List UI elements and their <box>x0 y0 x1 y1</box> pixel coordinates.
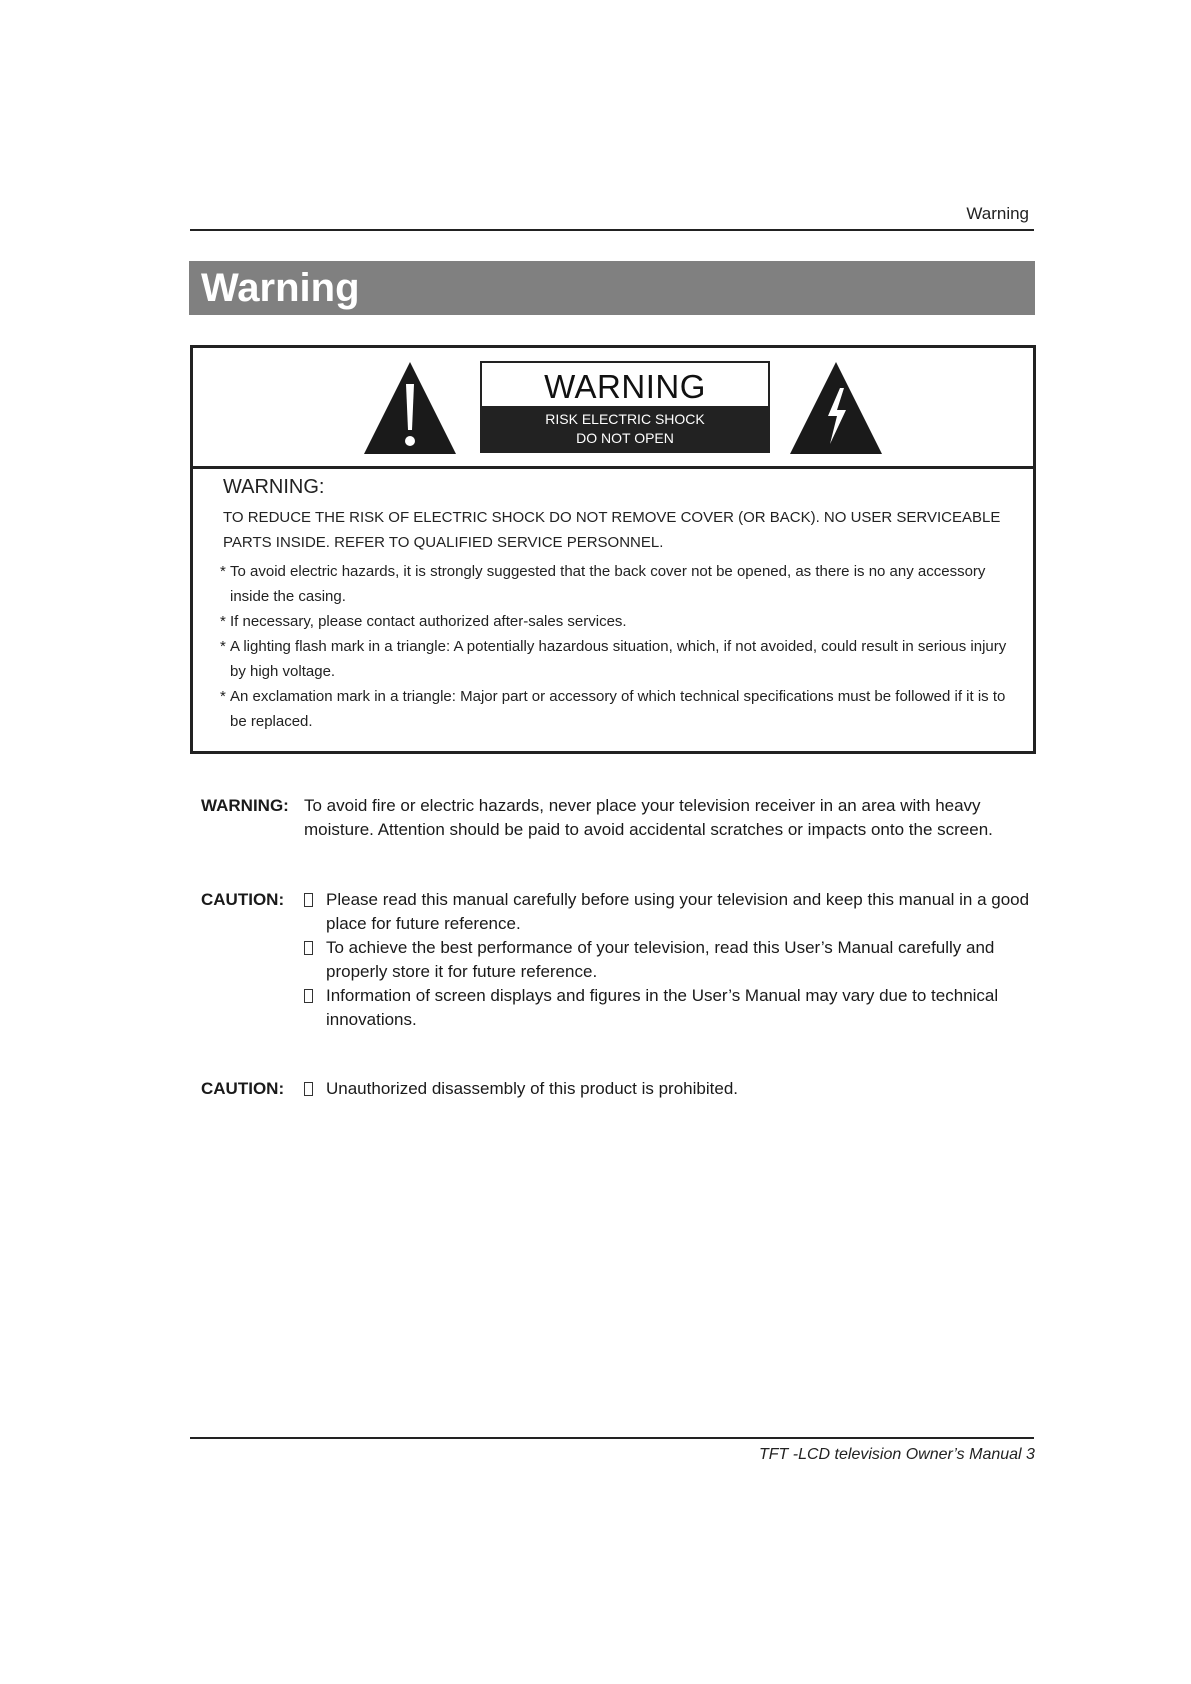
header-rule <box>190 229 1034 231</box>
caution-item-text: Information of screen displays and figures in the User’s Manual may vary due to technical innovations. <box>326 986 999 1029</box>
notice-body <box>304 1077 1031 1101</box>
bullet-item <box>220 609 1023 634</box>
notice-caution <box>201 888 1031 1032</box>
caution-item <box>304 936 1031 984</box>
warning-plate-line-1: RISK ELECTRIC SHOCK <box>545 411 705 427</box>
checkbox-glyph-icon <box>304 893 313 907</box>
bullet-star: * <box>220 638 226 655</box>
warning-box <box>190 345 1036 754</box>
footer-rule <box>190 1437 1034 1439</box>
footer-manual-title: TFT -LCD television Owner’s Manual <box>759 1446 1022 1463</box>
notice-warning <box>201 794 1031 842</box>
bullet-text: To avoid electric hazards, it is strongly suggested that the back cover not be opened, as there is no any accessory inside the casing. <box>230 563 986 605</box>
warning-plate-subtitle <box>482 406 768 451</box>
checkbox-glyph-icon <box>304 941 313 955</box>
notice-caution-disassembly <box>201 1077 1031 1101</box>
warning-plate <box>480 361 770 453</box>
notice-text: To avoid fire or electric hazards, never place your television receiver in an area with heavy moisture. Attention should be paid to avoid accidental scratches or impacts onto the screen. <box>304 796 993 839</box>
bullet-text: If necessary, please contact authorized after-sales services. <box>230 613 627 630</box>
bullet-star: * <box>220 613 226 630</box>
bullet-star: * <box>220 688 226 705</box>
bullet-text: An exclamation mark in a triangle: Major part or accessory of which technical specifications must be followed if it is to be replaced. <box>230 688 1006 730</box>
notice-label: CAUTION: <box>201 890 285 909</box>
bullet-text: A lighting flash mark in a triangle: A potentially hazardous situation, which, if not avoided, could result in serious injury by high voltage. <box>230 638 1007 680</box>
warning-symbol-row <box>193 348 1033 469</box>
warning-box-text <box>220 476 1023 734</box>
caution-item-text: To achieve the best performance of your television, read this User’s Manual carefully and properly store it for future reference. <box>326 938 995 981</box>
caution-item <box>304 1077 1031 1101</box>
page-number: 3 <box>1026 1446 1035 1463</box>
section-title-bar <box>189 261 1035 315</box>
page-title: Warning <box>201 266 360 310</box>
notice-label: CAUTION: <box>201 1079 285 1098</box>
exclamation-triangle-icon <box>362 360 458 456</box>
notice-label: WARNING: <box>201 796 289 815</box>
notice-body <box>304 888 1031 1032</box>
bullet-item <box>220 634 1023 684</box>
warning-plate-title: WARNING <box>544 368 706 405</box>
lightning-triangle-icon <box>788 360 884 456</box>
bullet-item <box>220 684 1023 734</box>
warning-plate-line-2: DO NOT OPEN <box>576 430 674 446</box>
checkbox-glyph-icon <box>304 1082 313 1096</box>
bullet-star: * <box>220 563 226 580</box>
running-header: Warning <box>966 204 1029 223</box>
bullet-item <box>220 559 1023 609</box>
warning-heading: WARNING: <box>223 476 325 498</box>
caution-item <box>304 984 1031 1032</box>
caution-item-text: Please read this manual carefully before using your television and keep this manual in a good place for future reference. <box>326 890 1030 933</box>
caution-item-text: Unauthorized disassembly of this product is prohibited. <box>326 1079 738 1098</box>
caution-item <box>304 888 1031 936</box>
warning-caps-text: TO REDUCE THE RISK OF ELECTRIC SHOCK DO NOT REMOVE COVER (OR BACK). NO USER SERVICEABLE PARTS INSIDE. REFER TO QUALIFIED SERVICE PERSONNEL. <box>223 509 1001 551</box>
checkbox-glyph-icon <box>304 989 313 1003</box>
